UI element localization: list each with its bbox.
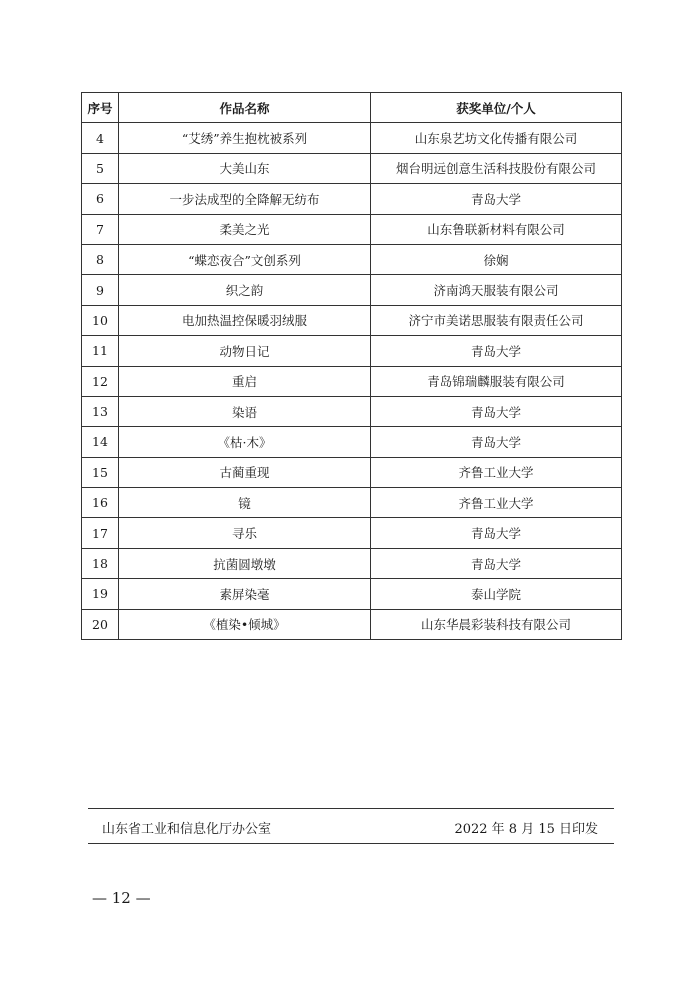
row-unit: 泰山学院 <box>371 579 622 609</box>
footer-divider-bottom <box>88 843 614 844</box>
table-row <box>82 244 622 274</box>
table-row <box>82 366 622 396</box>
header-number: 序号 <box>82 93 119 123</box>
row-unit: 青岛大学 <box>371 518 622 548</box>
table-row <box>82 579 622 609</box>
footer-date: 2022 年 8 月 15 日印发 <box>454 822 598 837</box>
row-title: 《枯·木》 <box>119 427 371 457</box>
footer-issuer: 山东省工业和信息化厅办公室 <box>102 822 272 837</box>
row-title: 抗菌圆墩墩 <box>119 548 371 578</box>
row-number: 18 <box>82 548 119 578</box>
row-title: 染语 <box>119 396 371 426</box>
row-title: 动物日记 <box>119 336 371 366</box>
header-unit: 获奖单位/个人 <box>371 93 622 123</box>
row-number: 4 <box>82 123 119 153</box>
table-row <box>82 123 622 153</box>
row-number: 20 <box>82 609 119 639</box>
table-row <box>82 518 622 548</box>
row-unit: 齐鲁工业大学 <box>371 457 622 487</box>
footer-divider-top <box>88 808 614 809</box>
row-unit: 烟台明远创意生活科技股份有限公司 <box>371 153 622 183</box>
table-row <box>82 184 622 214</box>
row-title: 大美山东 <box>119 153 371 183</box>
table-header-row <box>82 93 622 123</box>
row-title: 镜 <box>119 488 371 518</box>
table-row <box>82 305 622 335</box>
row-title: 织之韵 <box>119 275 371 305</box>
row-unit: 青岛大学 <box>371 548 622 578</box>
row-title: “艾绣”养生抱枕被系列 <box>119 123 371 153</box>
row-unit: 青岛大学 <box>371 427 622 457</box>
table-row <box>82 457 622 487</box>
row-number: 17 <box>82 518 119 548</box>
award-table <box>81 92 622 640</box>
row-unit: 山东泉艺坊文化传播有限公司 <box>371 123 622 153</box>
row-number: 5 <box>82 153 119 183</box>
table-row <box>82 427 622 457</box>
table-row <box>82 548 622 578</box>
table-row <box>82 396 622 426</box>
row-number: 12 <box>82 366 119 396</box>
row-number: 10 <box>82 305 119 335</box>
header-title: 作品名称 <box>119 93 371 123</box>
row-title: 素屏染毫 <box>119 579 371 609</box>
table-row <box>82 336 622 366</box>
row-unit: 徐娴 <box>371 244 622 274</box>
row-number: 6 <box>82 184 119 214</box>
row-unit: 济宁市美诺思服装有限责任公司 <box>371 305 622 335</box>
row-title: “蝶恋夜合”文创系列 <box>119 244 371 274</box>
row-unit: 齐鲁工业大学 <box>371 488 622 518</box>
row-unit: 山东鲁联新材料有限公司 <box>371 214 622 244</box>
table-body <box>82 123 622 640</box>
row-number: 14 <box>82 427 119 457</box>
row-title: 重启 <box>119 366 371 396</box>
row-title: 寻乐 <box>119 518 371 548</box>
row-number: 9 <box>82 275 119 305</box>
row-unit: 青岛锦瑞麟服装有限公司 <box>371 366 622 396</box>
row-unit: 青岛大学 <box>371 184 622 214</box>
table-row <box>82 488 622 518</box>
row-title: 柔美之光 <box>119 214 371 244</box>
table-row <box>82 153 622 183</box>
row-number: 13 <box>82 396 119 426</box>
row-title: 《植染•倾城》 <box>119 609 371 639</box>
row-unit: 山东华晨彩装科技有限公司 <box>371 609 622 639</box>
row-unit: 青岛大学 <box>371 396 622 426</box>
page-number: — 12 — <box>92 889 151 907</box>
row-unit: 济南鸿天服装有限公司 <box>371 275 622 305</box>
row-unit: 青岛大学 <box>371 336 622 366</box>
row-title: 一步法成型的全降解无纺布 <box>119 184 371 214</box>
row-number: 15 <box>82 457 119 487</box>
row-title: 电加热温控保暖羽绒服 <box>119 305 371 335</box>
row-number: 16 <box>82 488 119 518</box>
table-header <box>82 93 622 123</box>
row-title: 古蔺重现 <box>119 457 371 487</box>
row-number: 11 <box>82 336 119 366</box>
row-number: 8 <box>82 244 119 274</box>
row-number: 19 <box>82 579 119 609</box>
table-row <box>82 214 622 244</box>
row-number: 7 <box>82 214 119 244</box>
table-row <box>82 275 622 305</box>
table-row <box>82 609 622 639</box>
